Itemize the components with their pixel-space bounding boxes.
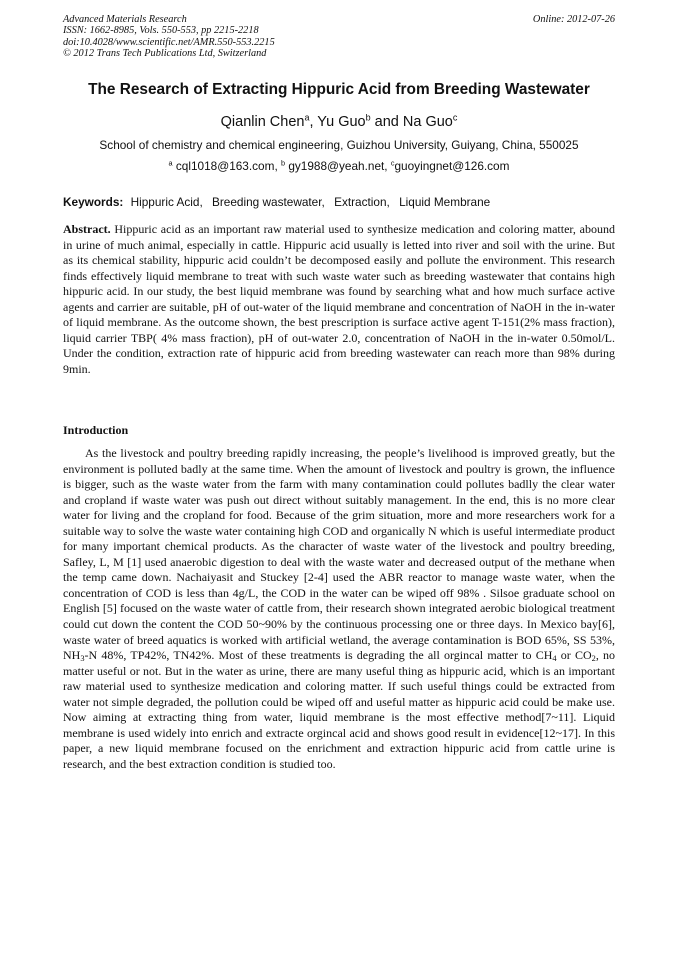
email-mark: a: [168, 158, 173, 168]
email-separator: ,: [384, 159, 391, 173]
email-address[interactable]: gy1988@yeah.net: [288, 159, 385, 173]
intro-text-part: or CO: [556, 648, 592, 663]
keyword: Hippuric Acid,: [130, 195, 203, 209]
subscript: 4: [552, 654, 557, 664]
intro-text-part: As the livestock and poultry breeding rapidly increasing, the people’s livelihood is improved greatly, but the environment is polluted badly at the same time. When the amount of livestock and poultry is grown, the influence is bigger, such as the waste water from the farm with many contamination could pollutes badlly the clear water and cropland if waste water was push out direct without suitably management. In the end, this is no more clear water for living and the cropland for food. Because of the grim situation, more and more researchers work for a suitable way to solve the waste water containing high COD and organically N which is useful intermediate product for many important chemical products. As the character of waste water of the livestock and poultry breeding, Safley, L, M [1] used anaerobic digestion to deal with the waste water and decreased output of the methane when the temp came down. Nachaiyasit and Stuckey [2-4] used the ABR reactor to manage waste water, when the concentration of COD is less than 4g/L, the COD in the water can be wiped off 98% . Silsoe graduate school on English [5] focused on the waste water of cattle from, their research shown integrated aerobic biological treatment could cut down the content the COD 50~90% by the continuous processing one or three days. In Mexico bay[6], waste water of breed aquatics is worked with artificial wetland, the average contamination is BOD 65%, SS 53%, NH: [63, 446, 615, 663]
keyword: Liquid Membrane: [399, 195, 491, 209]
keyword: Breeding wastewater,: [212, 195, 325, 209]
keyword: Extraction,: [334, 195, 390, 209]
online-date: Online: 2012-07-26: [532, 14, 615, 25]
author-list: [63, 113, 615, 131]
introduction-paragraph: [63, 446, 615, 772]
paper-title: The Research of Extracting Hippuric Acid from Breeding Wastewater: [88, 81, 590, 98]
section-heading-introduction: Introduction: [63, 423, 129, 437]
email-separator: ,: [274, 159, 281, 173]
author-separator: ,: [309, 114, 318, 130]
intro-text-part: -N 48%, TP42%, TN42%. Most of these treatments is degrading the all orgincal matter to CH: [84, 648, 553, 663]
email-address[interactable]: guoyingnet@126.com: [394, 159, 510, 173]
author-separator: and: [370, 114, 403, 130]
intro-text-part: , no matter useful or not. But in the water as urine, there are many useful thing as hippuric acid, which is an important raw material used to synthesize medication and coloring matter. If such useful things could be extracted from water not simple degraded, the pollution could be wiped off and useful matter as hippuric acid could be make use. Now aiming at extracting thing from water, liquid membrane is the most effective method[7~11]. Liquid membrane is used widely into enrich and extracte orgincal acid and shows good result in evidence[12~17]. In this paper, a new liquid membrane focused on the enrichment and extraction hippuric acid from cattle urine is research, and the best extraction condition is studied too.: [63, 648, 616, 771]
affiliation: School of chemistry and chemical engineering, Guizhou University, Guiyang, China, 550025: [99, 138, 579, 152]
author-affil-mark: a: [304, 112, 310, 123]
email-list: [63, 159, 615, 174]
author-affil-mark: b: [365, 112, 371, 123]
subscript: 2: [591, 654, 596, 664]
abstract-text: Hippuric acid as an important raw material used to synthesize medication and coloring matter, abound in urine of much animal, especially in cattle. Hippuric acid usually is letted into river and soil with the urine. But as its chemical stability, hippuric acid couldn’t be decomposed easily and pollute the environment. This research finds effectively liquid membrane to treat with such waste water such as breeding wastewater that contains high hippuric acid. In our study, the best liquid membrane was found by searching what and how much surface active agents and carrier are suitable, pH of out-water of the liquid membrane and concentration of NaOH in the in-water of liquid membrane. As the outcome shown, the best prescription is surface active agent T-151(2% mass fraction), liquid carrier TBP( 4% mass fraction), pH of out-water 2.0, concentration of NaOH in the in-water 0.50mol/L. Under the condition, extraction rate of hippuric acid from breeding wastewater can reach more than 98% during 9min.: [63, 222, 615, 376]
keywords-line: [63, 195, 615, 210]
journal-header: [63, 14, 615, 59]
author-name: Na Guo: [402, 114, 453, 130]
author-name: Qianlin Chen: [220, 114, 305, 130]
author-affil-mark: c: [452, 112, 458, 123]
subscript: 3: [80, 654, 85, 664]
email-mark: c: [390, 158, 395, 168]
abstract-paragraph: [63, 222, 615, 377]
doi-line: doi:10.4028/www.scientific.net/AMR.550-553.2215: [63, 36, 275, 48]
email-address[interactable]: cql1018@163.com: [175, 159, 275, 173]
author-name: Yu Guo: [317, 114, 366, 130]
copyright-line: © 2012 Trans Tech Publications Ltd, Switzerland: [63, 47, 267, 59]
issn-line: ISSN: 1662-8985, Vols. 550-553, pp 2215-2218: [63, 25, 259, 37]
keywords-label: Keywords:: [63, 195, 124, 209]
email-mark: b: [281, 158, 286, 168]
journal-name: Advanced Materials Research: [63, 14, 187, 25]
abstract-label: Abstract.: [63, 222, 111, 236]
